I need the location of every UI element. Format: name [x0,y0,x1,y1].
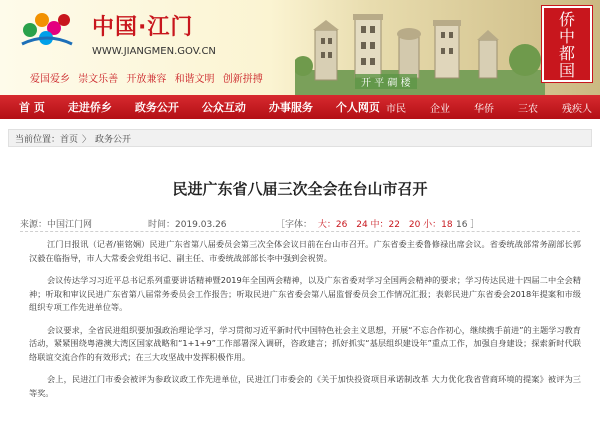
site-url: WWW.JIANGMEN.GOV.CN [92,46,216,57]
font-label: ［字体： [276,220,313,230]
font-size-selector [276,217,456,230]
breadcrumb-government-affairs[interactable]: 政务公开 [95,134,132,145]
breadcrumb-home[interactable]: 首页 [60,134,79,145]
diaolou-towers-image [295,0,545,95]
audience-nav [362,95,592,119]
slogan-item: 开放兼容 [126,74,167,85]
article-source: 来源：中国江门网 [20,220,93,230]
nav-public-interaction[interactable]: 公众互动 [201,101,246,114]
breadcrumb-label: 当前位置： [15,134,61,145]
jiangmen-logo-icon [18,8,76,50]
article-body [29,238,581,409]
site-header-banner [0,0,600,95]
nav-home[interactable]: 首 页 [19,101,45,114]
city-slogan [30,70,268,85]
font-medium-link[interactable]: 24 中：22 [356,220,400,230]
nav-overseas-chinese[interactable]: 华侨 [474,103,494,115]
main-navigation [0,95,600,119]
slogan-item: 爱国爱乡 [30,74,70,85]
kaiping-caption: 开 平 碉 楼 [355,74,417,89]
article-paragraph: 江门日报讯（记者/崔铭娴）民进广东省第八届委员会第三次全体会议日前在台山市召开。广东省委主委鲁修禄出席会议。省委统战部常务副部长郭汉毅在临指导，市人大常委会党组书记、副主任、市委统战部部长李中强到会祝贺。 [29,239,581,263]
slogan-item: 崇文乐善 [78,74,119,85]
article-date: 时间：2019.03.26 [148,220,227,230]
site-title: 中国·江门 [92,15,194,40]
article-paragraph: 会上，民进江门市委会被评为参政议政工作先进单位，民进江门市委会的《关于加快投资项目承诺制改革 大力优化我省营商环境的提案》被评为三等奖。 [29,374,581,398]
article-paragraph: 会议传达学习习近平总书记系列重要讲话精神暨2019年全国两会精神，以及广东省委对学习全国两会精神的要求；学习传达民进十四届二中全会精神；听取和审议民进广东省第八届常务委员会工作报告；听取民进广东省委会第八届监督委员会工作情况汇报；表彰民进广东省委会2018年提案和市级组织专项工作先进单位等。 [29,275,581,312]
nav-personal-page[interactable]: 个人网页 [335,101,380,114]
nav-citizens[interactable]: 市民 [386,103,406,115]
slogan-item: 创新拼搏 [222,74,263,85]
seal-text: 侨中都国 [558,10,575,80]
nav-disabled[interactable]: 残疾人 [562,103,592,115]
nav-explore-qiaoxiang[interactable]: 走进侨乡 [67,101,112,114]
font-selector-end: 16 ］ [456,220,480,230]
overseas-chinese-seal [542,6,592,82]
article-title: 民进广东省八届三次全会在台山市召开 [172,180,428,198]
font-large-link[interactable]: 大：26 [317,220,348,230]
article-meta [20,214,580,232]
article-paragraph: 会议要求，全省民进组织要加强政治理论学习，学习贯彻习近平新时代中国特色社会主义思想，开展“不忘合作初心，继续携手前进”的主题学习教育活动，紧紧围绕粤港澳大湾区国家战略和“1+1+9”工作部署深入调研，咨政建言；抓好抓实“基层组织建设年”重点工作，加强自身建设；探索新时代联络联谊交流合作的有效形式；在三大攻坚战中发挥积极作用。 [29,324,581,362]
nav-agriculture[interactable]: 三农 [518,103,538,115]
nav-enterprises[interactable]: 企业 [430,103,450,115]
nav-government-affairs[interactable]: 政务公开 [134,101,179,114]
slogan-item: 和谐文明 [174,74,215,85]
font-small-link[interactable]: 20 小：18 [408,220,453,230]
breadcrumb-separator: 〉 [82,134,92,145]
primary-nav [0,95,384,119]
breadcrumb [8,129,592,147]
nav-services[interactable]: 办事服务 [268,101,313,114]
